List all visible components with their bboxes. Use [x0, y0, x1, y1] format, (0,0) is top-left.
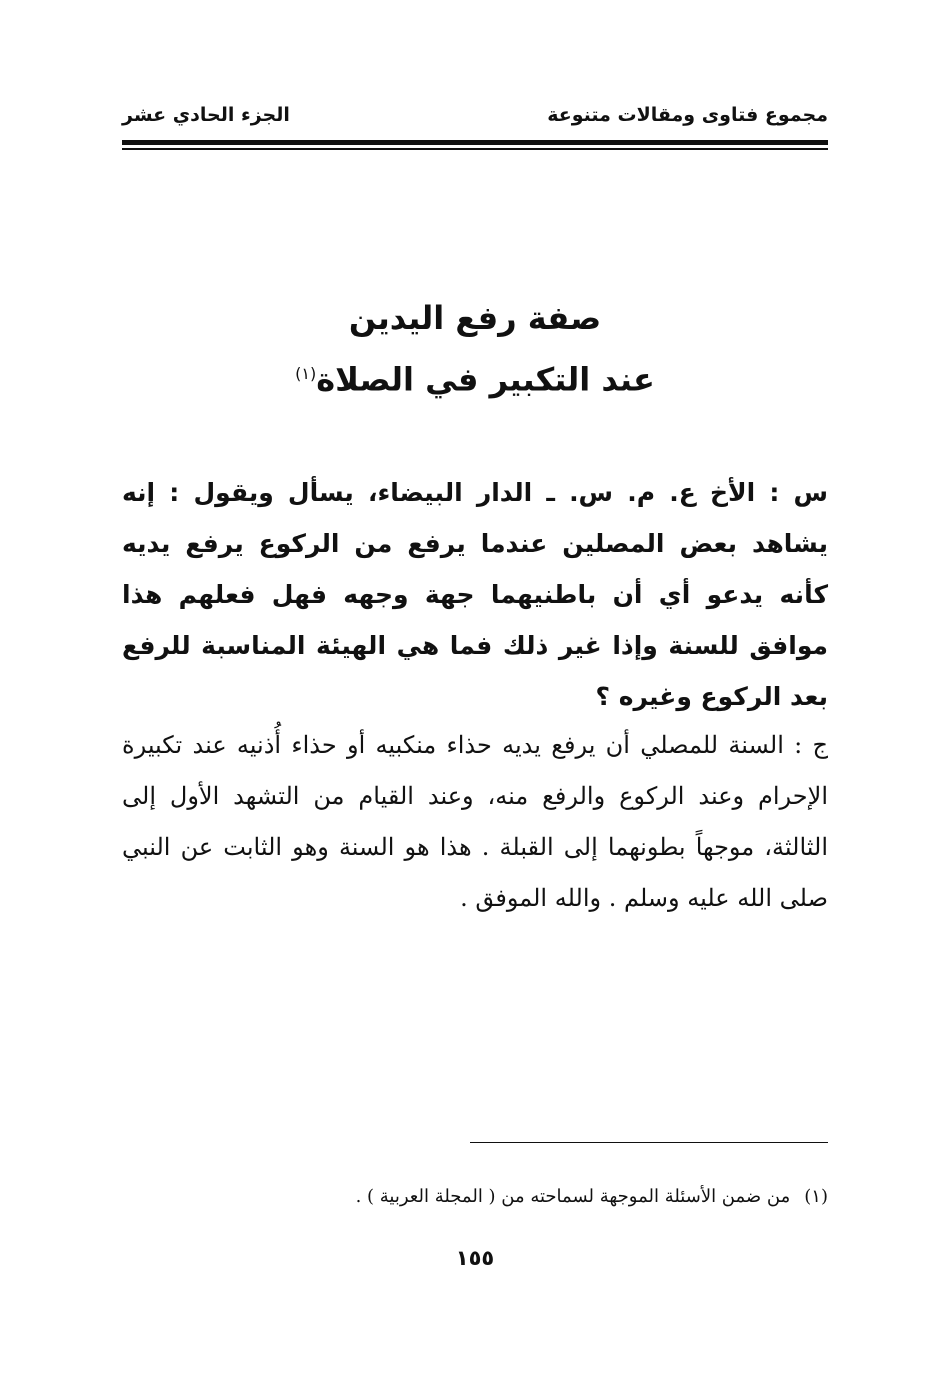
running-header — [122, 104, 828, 134]
footnote-reference[interactable]: (١) — [295, 364, 317, 383]
article-title-line-1: صفة رفع اليدين — [348, 299, 602, 337]
footnote — [122, 1182, 828, 1212]
article-title-line-2-text: عند التكبير في الصلاة — [316, 360, 655, 399]
answer-paragraph: ج : السنة للمصلي أن يرفع يديه حذاء منكبيه أو حذاء أُذنيه عند تكبيرة الإحرام وعند الركوع والرفع منه، وعند القيام من التشهد الأول إلى الثالثة، موجهاً بطونهما إلى القبلة . هذا هو السنة وهو الثابت عن النبي صلى الله عليه وسلم . والله الموفق . — [122, 731, 828, 912]
series-title: مجموع فتاوى ومقالات متنوعة — [547, 104, 828, 126]
footnote-separator — [470, 1142, 828, 1143]
footnote-marker: (١) — [804, 1186, 828, 1207]
header-rule-thick — [122, 140, 828, 145]
page-number: ١٥٥ — [455, 1246, 495, 1270]
article-title-line-2 — [122, 346, 828, 408]
footnote-text: من ضمن الأسئلة الموجهة لسماحته من ( المجلة العربية ) . — [355, 1186, 791, 1207]
question-paragraph: س : الأخ ع. م. س. ـ الدار البيضاء، يسأل ويقول : إنه يشاهد بعض المصلين عندما يرفع من الركوع يرفع يديه كأنه يدعو أي أن باطنيهما جهة وجهه فهل فعلهم هذا موافق للسنة وإذا غير ذلك فما هي الهيئة المناسبة للرفع بعد الركوع وغيره ؟ — [122, 478, 828, 711]
header-rule-thin — [122, 148, 828, 150]
volume-label: الجزء الحادي عشر — [122, 104, 290, 126]
article-title — [122, 290, 828, 408]
